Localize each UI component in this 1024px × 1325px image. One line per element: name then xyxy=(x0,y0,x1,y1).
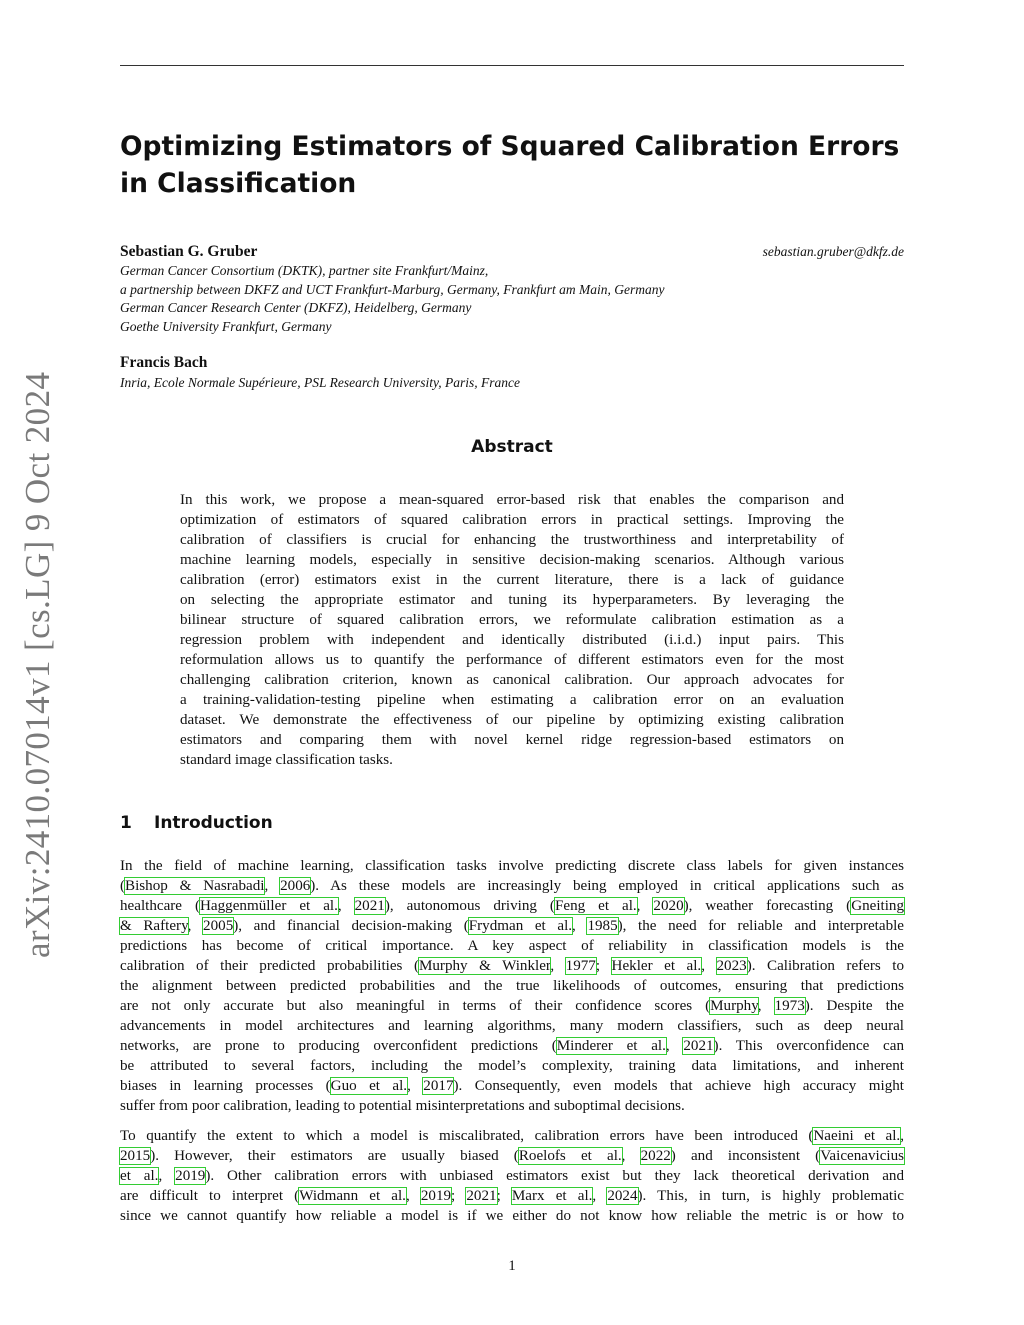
affiliation-line: German Cancer Consortium (DKTK), partner site Frankfurt/Mainz, xyxy=(120,263,489,278)
paragraph-line xyxy=(120,1076,904,1096)
abstract-line: regression problem with independent and identically distributed (i.i.d.) input pairs. This xyxy=(180,632,844,648)
text-run: since we cannot quantify how reliable a model is if we either do not know how reliable the metric is or how to xyxy=(120,1208,904,1224)
text-run: predictions has become of critical importance. A key aspect of reliability in classification models is the xyxy=(120,938,904,954)
text-run: , xyxy=(701,958,717,974)
intro-paragraph-2 xyxy=(120,1126,904,1226)
author-name: Francis Bach xyxy=(120,354,208,371)
text-run: advancements in model architectures and learning algorithms, many modern classifiers, such as deep neural xyxy=(120,1018,904,1034)
citation-link[interactable]: 2015 xyxy=(120,1148,151,1164)
paragraph-line xyxy=(120,1166,904,1186)
citation-link[interactable]: 1985 xyxy=(587,918,618,934)
text-run: ). This overconfidence can xyxy=(713,1038,905,1054)
text-run: ). Calibration refers to xyxy=(746,958,905,974)
text-run: calibration of their predicted probabilities ( xyxy=(120,958,419,974)
text-run: , xyxy=(264,878,281,894)
paper-title xyxy=(120,128,900,202)
paragraph-line xyxy=(120,1016,904,1036)
intro-paragraph-1 xyxy=(120,856,904,1116)
citation-link[interactable]: Minderer et al. xyxy=(556,1038,666,1054)
text-run: ). Despite the xyxy=(804,998,905,1014)
paragraph-line xyxy=(120,856,904,876)
citation-link[interactable]: 2017 xyxy=(423,1078,454,1094)
paragraph-line xyxy=(120,996,904,1016)
text-run: ( xyxy=(120,878,126,894)
text-run: , xyxy=(621,1148,641,1164)
text-run: , xyxy=(158,1168,176,1184)
affiliation-line: a partnership between DKFZ and UCT Frankfurt-Marburg, Germany, Frankfurt am Main, Germany xyxy=(120,281,665,297)
paragraph-line xyxy=(120,916,904,936)
text-run: networks, are prone to producing overconfident predictions ( xyxy=(120,1038,557,1054)
citation-link[interactable]: & Raftery xyxy=(120,918,188,934)
paragraph-line xyxy=(120,976,904,996)
citation-link[interactable]: Naeini et al. xyxy=(813,1128,901,1144)
text-run: , xyxy=(405,1188,421,1204)
citation-link[interactable]: 2006 xyxy=(280,878,311,894)
citation-link[interactable]: Gneiting xyxy=(851,898,905,914)
abstract-line: challenging calibration criterion, known as canonical calibration. Our approach advocates for xyxy=(180,672,844,688)
text-run: , xyxy=(665,1038,684,1054)
text-run: healthcare ( xyxy=(120,898,201,914)
text-run: In the field of machine learning, classification tasks involve predicting discrete class labels for given instances xyxy=(120,858,904,874)
text-run: ; xyxy=(451,1188,467,1204)
citation-link[interactable]: 2021 xyxy=(683,1038,714,1054)
text-run: biases in learning processes ( xyxy=(120,1078,331,1094)
abstract-line: bilinear structure of squared calibration errors, we reformulate calibration estimation as a xyxy=(180,612,844,628)
paragraph-line xyxy=(120,1206,904,1226)
text-run: ). As these models are increasingly being employed in critical applications such as xyxy=(310,878,904,894)
author-name: Sebastian G. Gruber xyxy=(120,243,258,260)
text-run: , xyxy=(900,1128,904,1144)
author-affiliations xyxy=(120,262,664,336)
abstract-line: a training-validation-testing pipeline when estimating a calibration error on an evaluation xyxy=(180,692,844,708)
citation-link[interactable]: 2021 xyxy=(354,898,385,914)
paragraph-line xyxy=(120,1146,904,1166)
author-affiliations xyxy=(120,374,520,393)
citation-link[interactable]: Vaicenavicius xyxy=(820,1148,905,1164)
citation-link[interactable]: 2023 xyxy=(716,958,747,974)
citation-link[interactable]: Hekler et al. xyxy=(611,958,702,974)
text-run: are not only accurate but also meaningful in terms of their confidence scores ( xyxy=(120,998,711,1014)
citation-link[interactable]: 2021 xyxy=(466,1188,497,1204)
citation-link[interactable]: 2019 xyxy=(175,1168,206,1184)
citation-link[interactable]: Haggenmüller et al. xyxy=(200,898,338,914)
text-run: , xyxy=(550,958,566,974)
abstract-heading: Abstract xyxy=(471,437,553,457)
author-email[interactable]: sebastian.gruber@dkfz.de xyxy=(762,244,904,259)
text-run: ), autonomous driving ( xyxy=(384,898,555,914)
text-run: ). However, their estimators are usually biased ( xyxy=(150,1148,519,1164)
text-run: ), the need for reliable and interpretable xyxy=(617,918,905,934)
paragraph-line xyxy=(120,1036,904,1056)
abstract-body xyxy=(180,490,844,770)
abstract-line: estimators and comparing them with novel kernel ridge regression-based estimators on xyxy=(180,732,844,748)
affiliation-line: Inria, Ecole Normale Supérieure, PSL Research University, Paris, France xyxy=(120,375,520,390)
text-run: ), and financial decision-making ( xyxy=(233,918,469,934)
text-run: suffer from poor calibration, leading to potential misinterpretations and suboptimal decisions. xyxy=(120,1098,685,1114)
affiliation-line: Goethe University Frankfurt, Germany xyxy=(120,318,332,334)
paragraph-line xyxy=(120,896,904,916)
arxiv-identifier: arXiv:2410.07014v1 [cs.LG] 9 Oct 2024 xyxy=(18,371,57,958)
abstract-line: on selecting the appropriate estimator and tuning its hyperparameters. By leveraging the xyxy=(180,592,844,608)
text-run: , xyxy=(337,898,355,914)
section-number: 1 xyxy=(120,813,132,833)
text-run: ). Other calibration errors with unbiased estimators exist but they lack theoretical derivation and xyxy=(205,1168,904,1184)
text-run: ; xyxy=(496,1188,512,1204)
citation-link[interactable]: 1977 xyxy=(565,958,596,974)
paragraph-line xyxy=(120,1126,904,1146)
abstract-line: In this work, we propose a mean-squared error-based risk that enables the comparison and xyxy=(180,492,844,508)
text-run: , xyxy=(572,918,588,934)
abstract-line: calibration of classifiers is crucial for enhancing the trustworthiness and interpretability of xyxy=(180,532,844,548)
paragraph-line xyxy=(120,1056,904,1076)
abstract-line: machine learning models, especially in sensitive decision-making scenarios. Although various xyxy=(180,552,844,568)
title-line: in Classification xyxy=(120,168,357,199)
text-run: , xyxy=(407,1078,424,1094)
citation-link[interactable]: 2022 xyxy=(640,1148,671,1164)
citation-link[interactable]: 2024 xyxy=(607,1188,638,1204)
citation-link[interactable]: Widmann et al. xyxy=(299,1188,406,1204)
section-title: Introduction xyxy=(154,813,273,833)
text-run: ; xyxy=(595,958,612,974)
text-run: , xyxy=(187,918,204,934)
citation-link[interactable]: 2020 xyxy=(653,898,684,914)
paragraph-line xyxy=(120,936,904,956)
citation-link[interactable]: Roelofs et al. xyxy=(518,1148,622,1164)
affiliation-line: German Cancer Research Center (DKFZ), Heidelberg, Germany xyxy=(120,300,472,315)
abstract-line: calibration (error) estimators exist in the current literature, there is a lack of guidance xyxy=(180,572,844,588)
paragraph-line xyxy=(120,876,904,896)
title-line: Optimizing Estimators of Squared Calibration Errors xyxy=(120,131,900,162)
top-rule xyxy=(120,65,904,66)
citation-link[interactable]: 1973 xyxy=(774,998,805,1014)
citation-link[interactable]: Guo et al. xyxy=(330,1078,408,1094)
paragraph-line xyxy=(120,1186,904,1206)
paragraph-line xyxy=(120,956,904,976)
citation-link[interactable]: Marx et al. xyxy=(511,1188,593,1204)
citation-link[interactable]: Feng et al. xyxy=(554,898,637,914)
text-run: , xyxy=(592,1188,608,1204)
citation-link[interactable]: 2019 xyxy=(420,1188,452,1204)
section-heading xyxy=(120,813,273,833)
citation-link[interactable]: Bishop & Nasrabadi xyxy=(125,878,265,894)
text-run: are difficult to interpret ( xyxy=(120,1188,300,1204)
citation-link[interactable]: Frydman et al. xyxy=(468,918,573,934)
text-run: be attributed to several factors, including the model’s complexity, training data limitations, and inherent xyxy=(120,1058,904,1074)
paragraph-line xyxy=(120,1096,904,1116)
text-run: the alignment between predicted probabilities and the true likelihoods of outcomes, ensuring that predictions xyxy=(120,978,904,994)
abstract-line: reformulation allows us to quantify the performance of different estimators even for the most xyxy=(180,652,844,668)
text-run: ) and inconsistent ( xyxy=(670,1148,821,1164)
text-run: , xyxy=(757,998,775,1014)
text-run: ). Consequently, even models that achieve high accuracy might xyxy=(453,1078,904,1094)
text-run: ). This, in turn, is highly problematic xyxy=(637,1188,904,1204)
citation-link[interactable]: Murphy & Winkler xyxy=(418,958,551,974)
abstract-line: dataset. We demonstrate the effectiveness of our pipeline by optimizing existing calibration xyxy=(180,712,844,728)
citation-link[interactable]: et al. xyxy=(120,1168,159,1184)
text-run: ), weather forecasting ( xyxy=(683,898,852,914)
citation-link[interactable]: Murphy xyxy=(710,998,758,1014)
page-number: 1 xyxy=(508,1258,516,1274)
abstract-line: optimization of estimators of squared calibration errors in practical settings. Improving the xyxy=(180,512,844,528)
citation-link[interactable]: 2005 xyxy=(203,918,234,934)
text-run: , xyxy=(636,898,654,914)
abstract-line: standard image classification tasks. xyxy=(180,752,393,768)
text-run: To quantify the extent to which a model is miscalibrated, calibration errors have been introduced ( xyxy=(120,1128,814,1144)
